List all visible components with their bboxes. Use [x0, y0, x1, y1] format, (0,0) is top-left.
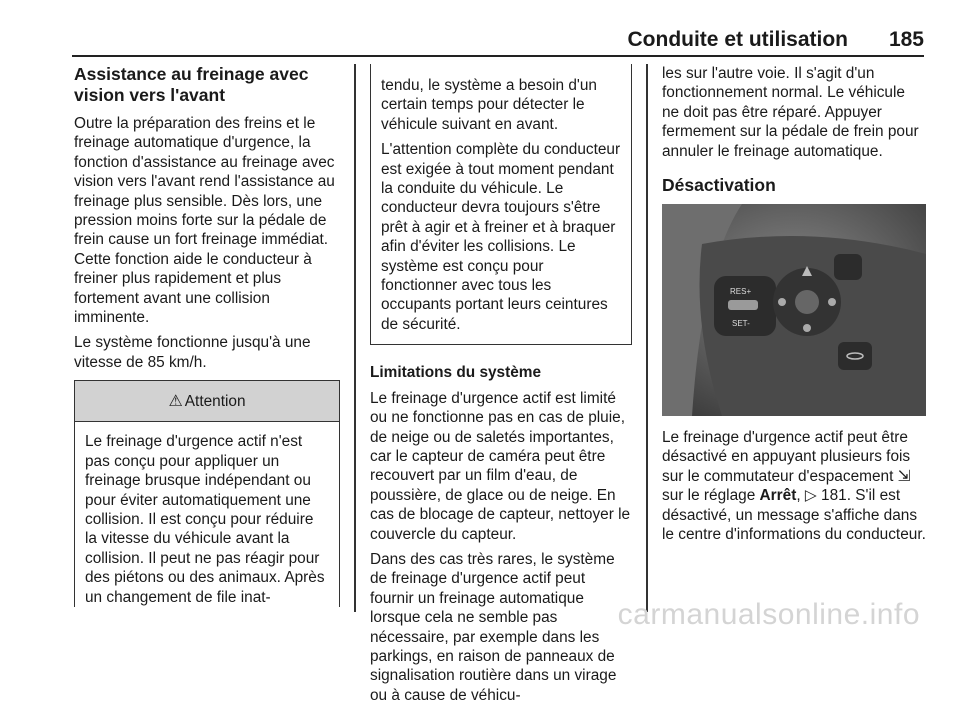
paragraph: Dans des cas très rares, le système de freinage d'urgence actif peut fournir un freinage automatique lorsque cela ne semble pas nécessaire, par exemple dans les parkings, en raison de panneaux de signalisation routière dans un virage ou à cause de véhicu-: [370, 550, 617, 704]
paragraph: Le freinage d'urgence actif peut être désactivé en appuyant plusieurs fois sur le commutateur d'espacement ⇲ sur le réglage Arrêt, ▷ 181. S'il est désactivé, un message s'affiche dans le centre d'informations du conducteur.: [662, 429, 926, 544]
column-divider: [646, 64, 648, 612]
setting-off-label: Arrêt: [759, 487, 797, 505]
header-rule: [72, 55, 924, 57]
paragraph: L'attention complète du conducteur est exigée à tout moment pendant la conduite du véhicule. Le conducteur devra toujours s'être prêt à agir et à freiner et à braquer afin d'éviter les collisions. Le système est conçu pour fonctionner avec tous les occupants portant leurs ceintures de sécurité.: [381, 141, 621, 333]
column-1: [74, 64, 340, 607]
paragraph: Le freinage d'urgence actif est limité ou ne fonctionne pas en cas de pluie, de neige ou de saletés importantes, car le capteur de caméra peut être recouvert par un film d'eau, de poussière, de glace ou de neige. En cas de blocage de capteur, nettoyer le couvercle du capteur.: [370, 389, 631, 543]
paragraph: Outre la préparation des freins et le freinage automatique d'urgence, la fonction d'assistance au freinage avec vision vers l'avant rend l'assistance au freinage plus sensible. Dès lors, une pression moins forte sur la pédale de frein cause un fort freinage immédiat. Cette fonction aide le conducteur à freiner plus rapidement et plus fortement avant une collision imminente.: [74, 115, 335, 327]
attention-box-continued: [370, 64, 632, 345]
attention-label: Attention: [184, 392, 246, 410]
column-divider: [354, 64, 356, 612]
watermark: carmanualsonline.info: [617, 598, 920, 631]
attention-text: Le freinage d'urgence actif n'est pas conçu pour appliquer un freinage brusque indépendant ou pour éviter automatiquement une collision. Il est conçu pour réduire la vitesse du véhicule avant la collision. Il peut ne pas réagir pour des piétons ou des animaux. Après un changement de file inat-: [85, 433, 325, 606]
subsection-title-limitations: Limitations du système: [370, 364, 542, 382]
res-label: RES+: [730, 287, 752, 297]
distance-switch-icon: ⇲: [897, 467, 911, 485]
set-label: SET-: [732, 319, 750, 329]
paragraph: Le système fonctionne jusqu'à une vitesse de 85 km/h.: [74, 334, 311, 371]
page-header: [0, 0, 960, 56]
section-title-forward-brake-assist: Assistance au freinage avec vision vers l'avant: [74, 64, 309, 105]
warning-icon: ⚠: [168, 392, 183, 410]
column-3: [662, 64, 926, 550]
section-title-deactivation: Désactivation: [662, 175, 776, 196]
header-title: Conduite et utilisation: [627, 28, 848, 51]
paragraph: tendu, le système a besoin d'un certain temps pour détecter le véhicule suivant en avant.: [381, 77, 597, 133]
steering-wheel-illustration: [662, 204, 926, 416]
attention-box: [74, 380, 340, 607]
paragraph: les sur l'autre voie. Il s'agit d'un fonctionnement normal. Le véhicule ne doit pas être réparé. Appuyer fermement sur la pédale de frein pour annuler le freinage automatique.: [662, 65, 919, 160]
steering-wheel-controls-image: [662, 204, 926, 416]
column-2: [370, 64, 632, 711]
page-reference-icon: ▷: [804, 487, 817, 505]
attention-header: [75, 380, 339, 422]
page-number: 185: [888, 28, 924, 51]
